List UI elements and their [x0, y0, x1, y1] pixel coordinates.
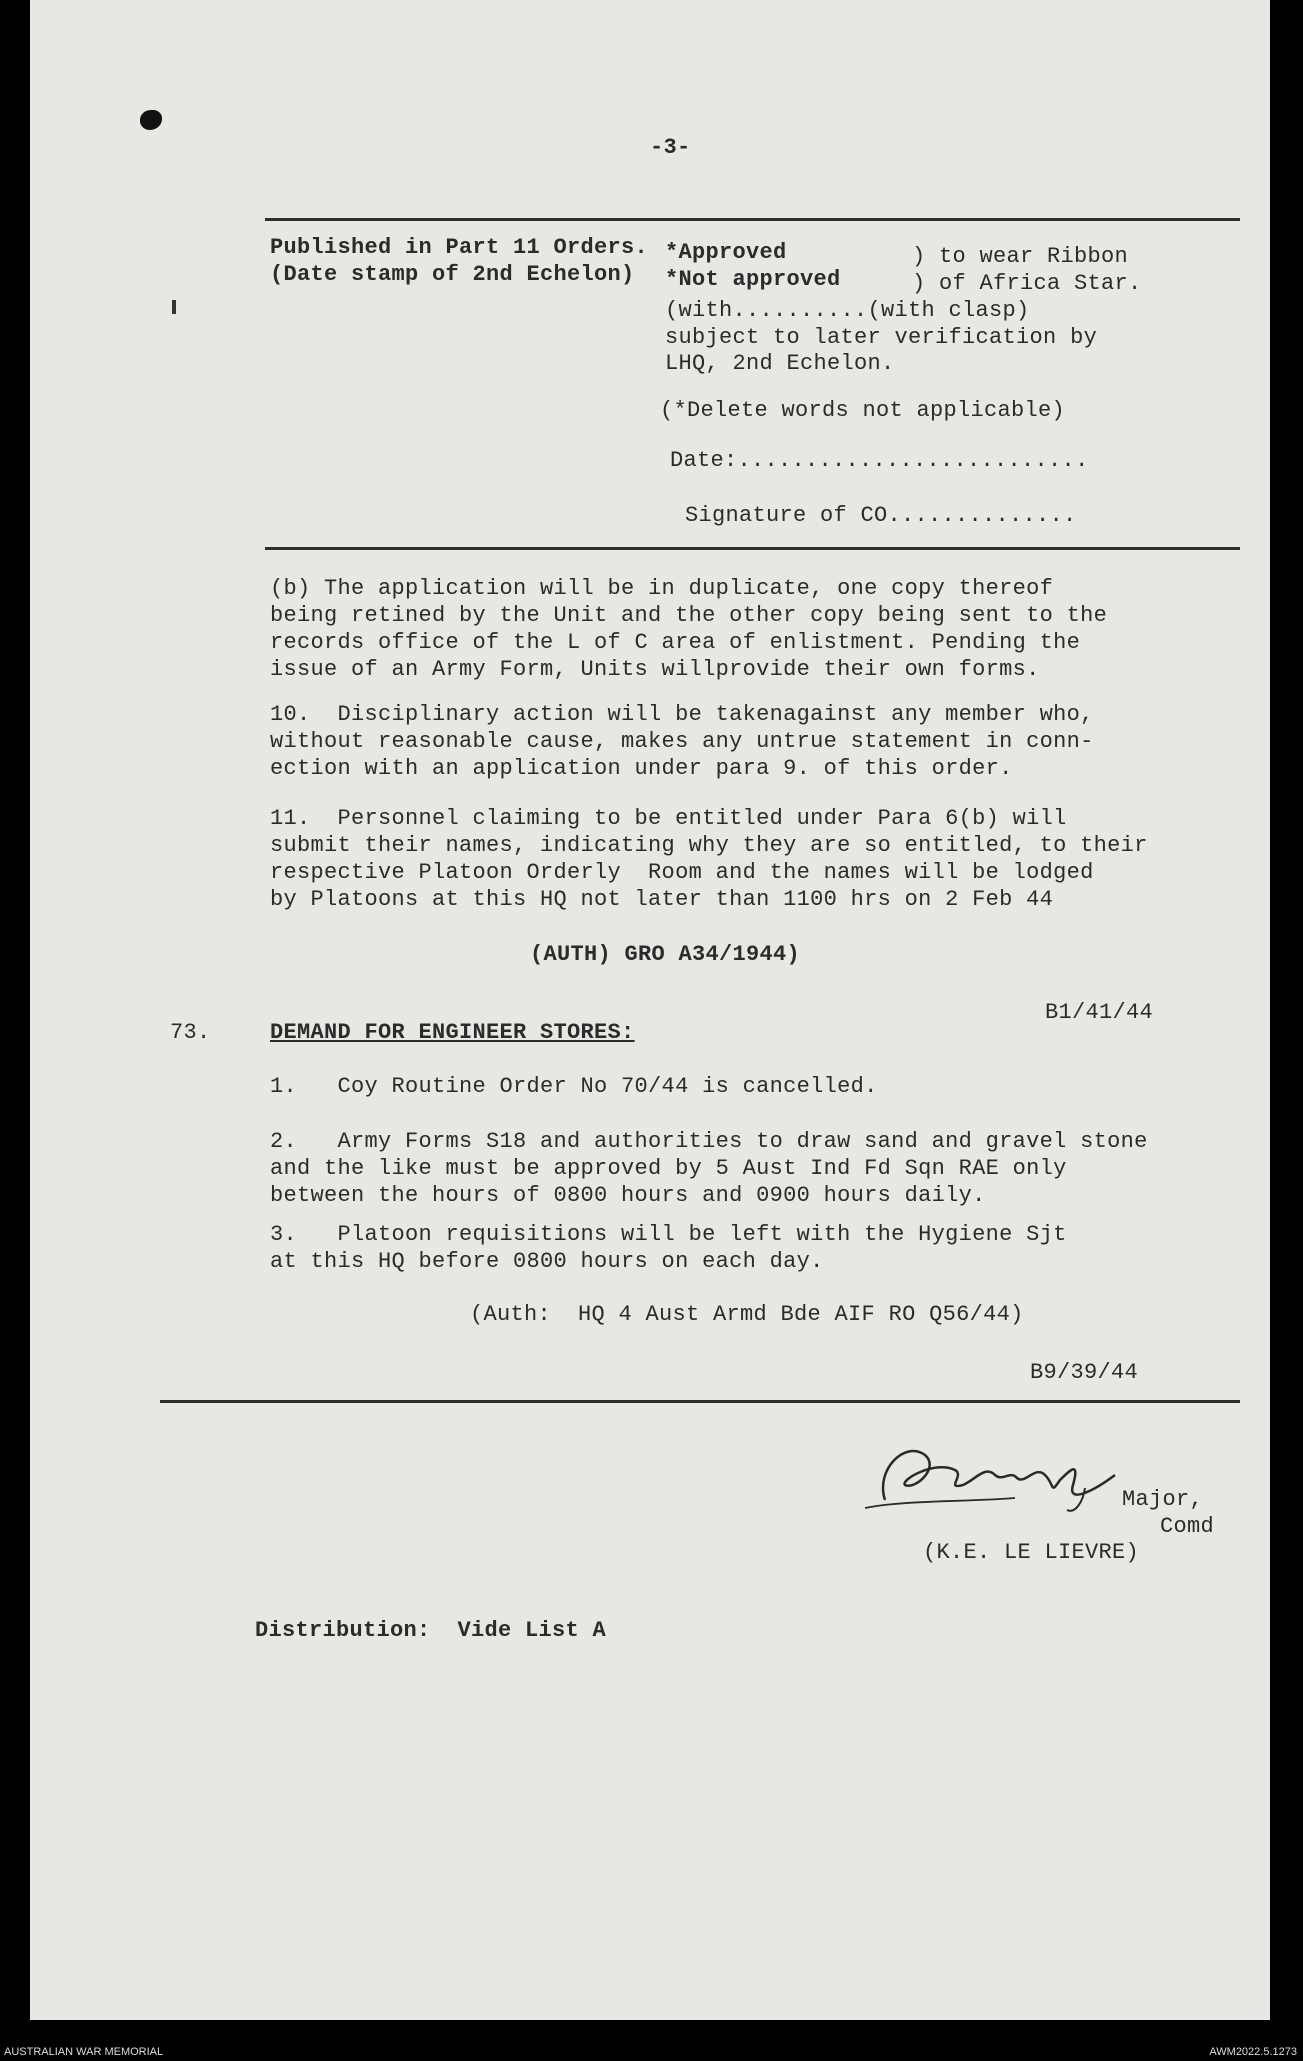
lhq-text: LHQ, 2nd Echelon.	[665, 351, 895, 376]
auth-gro-reference: (AUTH) GRO A34/1944)	[530, 942, 801, 967]
signature-of-co-line: Signature of CO..............	[685, 503, 1077, 528]
africa-star-text: ) of Africa Star.	[912, 271, 1142, 296]
section-73-para2-line2: and the like must be approved by 5 Aust Ind Fd Sqn RAE only	[270, 1156, 1067, 1181]
document-page	[30, 0, 1270, 2020]
signature-rule	[160, 1400, 1240, 1403]
approved-option: *Approved	[665, 240, 787, 265]
wear-ribbon-text: ) to wear Ribbon	[912, 244, 1129, 269]
signatory-role: Comd	[1160, 1514, 1215, 1539]
reference-b9: B9/39/44	[1030, 1360, 1139, 1385]
footer-institution: AUSTRALIAN WAR MEMORIAL	[4, 2046, 164, 2058]
para-11-line4: by Platoons at this HQ not later than 1100 hrs on 2 Feb 44	[270, 887, 1054, 912]
section-73-para2-line1: 2. Army Forms S18 and authorities to draw sand and gravel stone	[270, 1129, 1148, 1154]
delete-words-note: (*Delete words not applicable)	[660, 398, 1066, 423]
form-bottom-rule	[265, 547, 1240, 550]
para-10-line1: 10. Disciplinary action will be takenagainst any member who,	[270, 702, 1094, 727]
section-73-para3-line2: at this HQ before 0800 hours on each day.	[270, 1249, 824, 1274]
ink-mark	[172, 300, 176, 314]
reference-b1: B1/41/44	[1045, 1000, 1154, 1025]
page-number: -3-	[650, 135, 691, 160]
signatory-name: (K.E. LE LIEVRE)	[923, 1540, 1140, 1565]
section-73-para2-line3: between the hours of 0800 hours and 0900 hours daily.	[270, 1183, 986, 1208]
para-10-line2: without reasonable cause, makes any untrue statement in conn-	[270, 729, 1094, 754]
not-approved-option: *Not approved	[665, 267, 841, 292]
para-b-line3: records office of the L of C area of enlistment. Pending the	[270, 630, 1081, 655]
para-b-line4: issue of an Army Form, Units willprovide their own forms.	[270, 657, 1040, 682]
section-73-para1: 1. Coy Routine Order No 70/44 is cancelled.	[270, 1074, 878, 1099]
section-73-number: 73.	[170, 1020, 211, 1045]
subject-to-text: subject to later verification by	[665, 325, 1098, 350]
footer-accession-number: AWM2022.5.1273	[1209, 2046, 1297, 2058]
para-11-line1: 11. Personnel claiming to be entitled under Para 6(b) will	[270, 806, 1067, 831]
published-line2: (Date stamp of 2nd Echelon)	[270, 262, 635, 287]
punch-hole	[140, 110, 162, 130]
distribution-line: Distribution: Vide List A	[255, 1618, 607, 1643]
section-73-para3-line1: 3. Platoon requisitions will be left with the Hygiene Sjt	[270, 1222, 1067, 1247]
para-11-line3: respective Platoon Orderly Room and the names will be lodged	[270, 860, 1094, 885]
para-10-line3: ection with an application under para 9. of this order.	[270, 756, 1013, 781]
para-b-line1: (b) The application will be in duplicate, one copy thereof	[270, 576, 1054, 601]
signatory-rank: Major,	[1122, 1487, 1204, 1512]
date-line: Date:..........................	[670, 448, 1089, 473]
top-rule	[265, 218, 1240, 221]
para-11-line2: submit their names, indicating why they are so entitled, to their	[270, 833, 1148, 858]
para-b-line2: being retined by the Unit and the other copy being sent to the	[270, 603, 1108, 628]
section-73-auth: (Auth: HQ 4 Aust Armd Bde AIF RO Q56/44)	[470, 1302, 1024, 1327]
with-clasp-text: (with..........(with clasp)	[665, 298, 1030, 323]
section-73-heading: DEMAND FOR ENGINEER STORES:	[270, 1020, 635, 1045]
handwritten-signature	[845, 1430, 1145, 1520]
published-line1: Published in Part 11 Orders.	[270, 235, 649, 260]
